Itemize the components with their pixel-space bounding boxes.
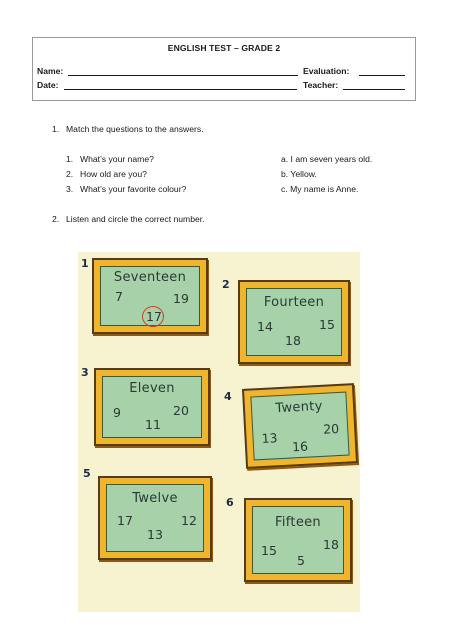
- evaluation-field[interactable]: [359, 75, 405, 76]
- answer-a: a. I am seven years old.: [281, 154, 373, 164]
- evaluation-label: Evaluation:: [303, 66, 350, 76]
- number-option[interactable]: 13: [147, 527, 163, 542]
- instruction-text: Listen and circle the correct number.: [66, 214, 205, 224]
- header-box: [32, 37, 416, 101]
- number-option[interactable]: 14: [257, 319, 273, 334]
- number-option[interactable]: 19: [173, 291, 189, 306]
- number-frames-illustration: [78, 252, 360, 612]
- number-word: Seventeen: [113, 270, 187, 285]
- frame-twenty: [242, 383, 358, 469]
- chalkboard: [252, 506, 344, 574]
- number-word: Fourteen: [263, 295, 325, 310]
- number-option[interactable]: 20: [173, 403, 189, 418]
- frame-number: 2: [222, 278, 230, 291]
- frame-fifteen: [244, 498, 352, 582]
- number-option[interactable]: 16: [291, 438, 309, 455]
- answer-c: c. My name is Anne.: [281, 184, 359, 194]
- number-option[interactable]: 20: [322, 420, 340, 437]
- chalkboard: [102, 376, 202, 438]
- item-number: 3.: [66, 184, 74, 194]
- chalkboard: [246, 288, 342, 356]
- frame-number: 3: [81, 366, 89, 379]
- number-option[interactable]: 15: [319, 317, 335, 332]
- number-option[interactable]: 17: [117, 513, 133, 528]
- item-number: 2.: [66, 169, 74, 179]
- date-label: Date:: [37, 80, 59, 90]
- name-field[interactable]: [68, 75, 298, 76]
- answer-circle: [142, 306, 164, 327]
- number-option[interactable]: 7: [115, 289, 123, 304]
- frame-number: 4: [224, 390, 232, 403]
- section-number: 1.: [52, 124, 60, 134]
- name-label: Name:: [37, 66, 64, 76]
- item-text: How old are you?: [80, 169, 147, 179]
- number-option[interactable]: 15: [261, 543, 277, 558]
- section-number: 2.: [52, 214, 60, 224]
- test-title: ENGLISH TEST – GRADE 2: [167, 43, 281, 53]
- item-text: What’s your name?: [80, 154, 154, 164]
- frame-eleven: [94, 368, 210, 446]
- number-option[interactable]: 13: [261, 430, 278, 447]
- chalkboard: [100, 266, 200, 326]
- answer-b: b. Yellow.: [281, 169, 317, 179]
- number-option-circled[interactable]: 17: [146, 309, 162, 324]
- number-word: Eleven: [129, 381, 175, 396]
- number-option[interactable]: 9: [113, 405, 121, 420]
- frame-twelve: [98, 476, 212, 560]
- number-word: Twelve: [132, 491, 178, 506]
- instruction-text: Match the questions to the answers.: [66, 124, 204, 134]
- number-option[interactable]: 11: [145, 417, 161, 432]
- number-word: Fifteen: [275, 515, 321, 530]
- teacher-label: Teacher:: [303, 80, 339, 90]
- date-field[interactable]: [64, 89, 297, 90]
- number-option[interactable]: 12: [181, 513, 197, 528]
- frame-seventeen: [92, 258, 208, 334]
- frame-number: 6: [226, 496, 234, 509]
- teacher-field[interactable]: [343, 89, 405, 90]
- chalkboard: [106, 484, 204, 552]
- frame-number: 1: [81, 257, 89, 270]
- number-option[interactable]: 18: [323, 537, 339, 552]
- chalkboard: [250, 392, 349, 461]
- item-text: What’s your favorite colour?: [80, 184, 187, 194]
- frame-number: 5: [83, 467, 91, 480]
- number-option[interactable]: 5: [297, 553, 305, 568]
- frame-fourteen: [238, 280, 350, 364]
- item-number: 1.: [66, 154, 74, 164]
- number-word: Twenty: [275, 398, 324, 417]
- number-option[interactable]: 18: [285, 333, 301, 348]
